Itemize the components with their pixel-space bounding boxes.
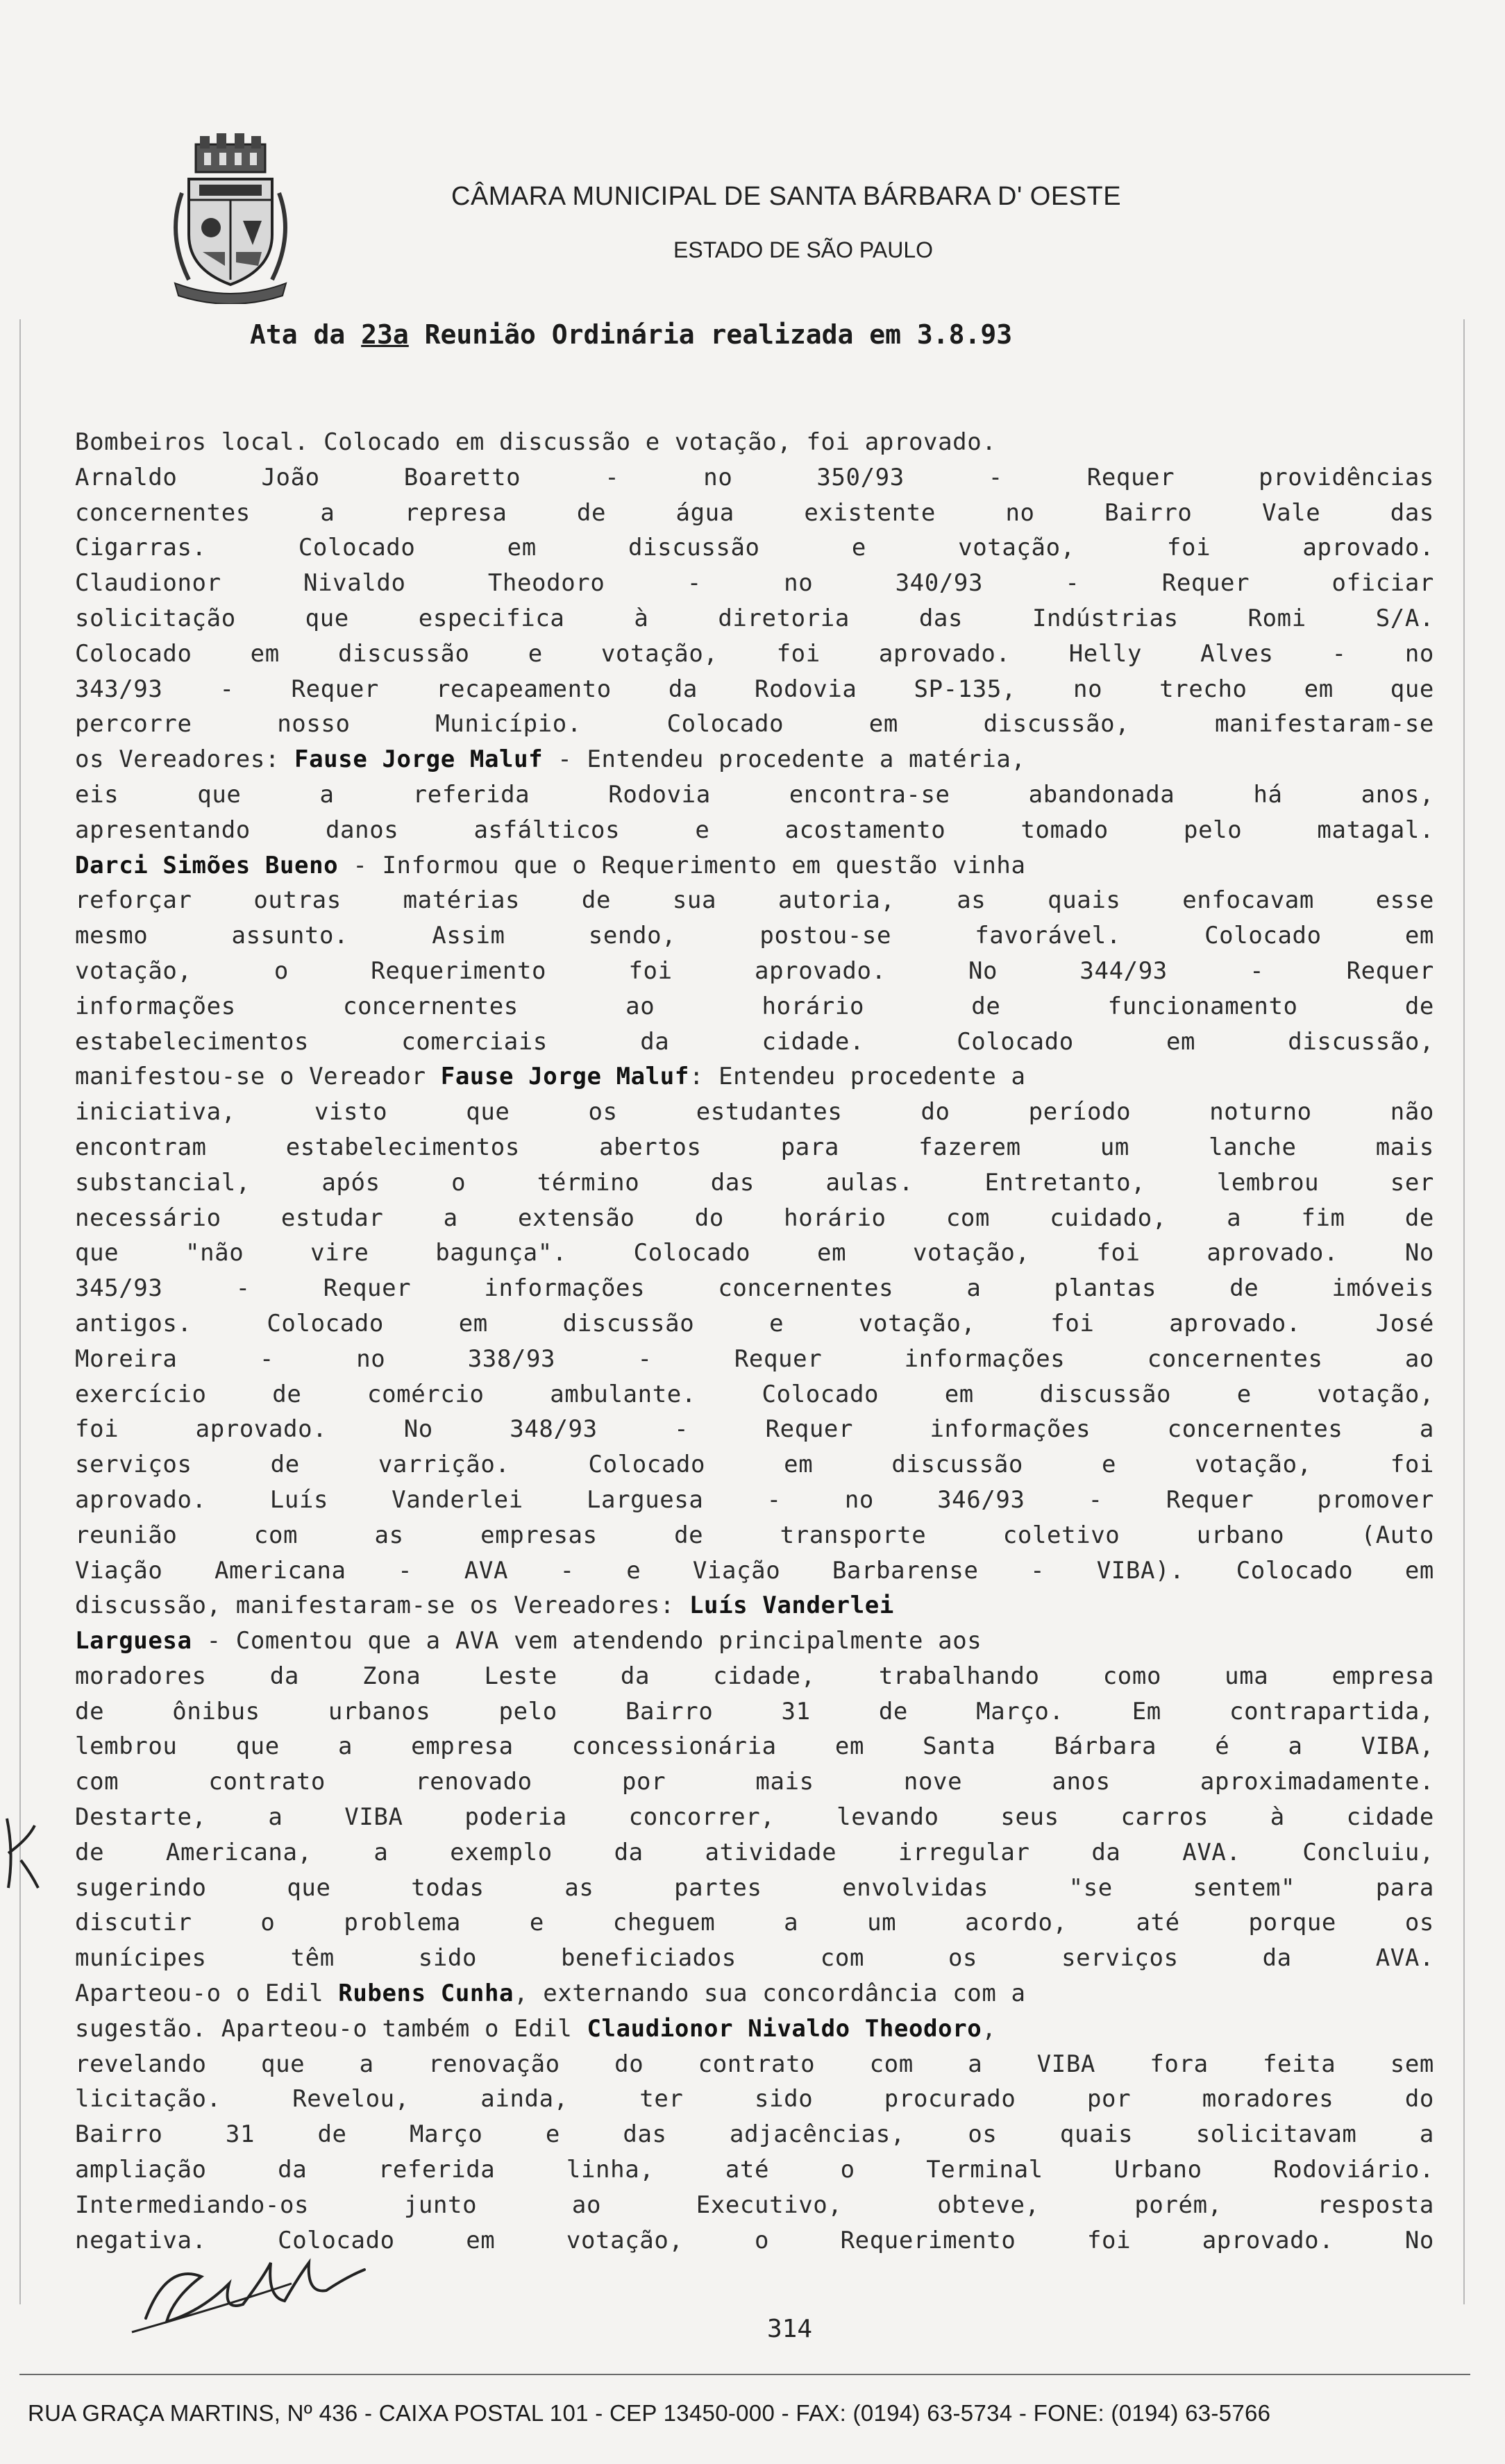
body-line: Moreira - no 338/93 - Requer informações concernentes ao (75, 1344, 1434, 1373)
body-text-run: , externando sua concordância com a (514, 1980, 1026, 2008)
body-line: Destarte, a VIBA poderia concorrer, levando seus carros à cidade (75, 1803, 1434, 1832)
body-line: reforçar outras matérias de sua autoria, as quais enfocavam esse (75, 886, 1434, 915)
page-number: 314 (767, 2315, 813, 2343)
body-line: de Americana, a exemplo da atividade irregular da AVA. Concluiu, (75, 1838, 1434, 1866)
body-line (75, 2011, 1434, 2047)
councilor-name: Fause Jorge Maluf (294, 745, 544, 774)
body-line: Bombeiros local. Colocado em discussão e votação, foi aprovado. (75, 428, 997, 456)
minutes-title (250, 319, 1012, 350)
body-line: aprovado. Luís Vanderlei Larguesa - no 346/93 - Requer promover (75, 1485, 1434, 1514)
body-line: negativa. Colocado em votação, o Requerimento foi aprovado. No (75, 2226, 1434, 2254)
signature-icon (125, 2235, 375, 2339)
body-line (75, 1623, 1434, 1659)
body-line: Bairro 31 de Março e das adjacências, os quais solicitavam a (75, 2120, 1434, 2149)
institution-name: CÂMARA MUNICIPAL DE SANTA BÁRBARA D' OESTE (451, 182, 1122, 211)
body-line: Viação Americana - AVA - e Viação Barbarense - VIBA). Colocado em (75, 1556, 1434, 1585)
body-line (75, 1976, 1434, 2011)
body-line: iniciativa, visto que os estudantes do período noturno não (75, 1098, 1434, 1126)
councilor-name: Darci Simões Bueno (75, 851, 339, 879)
body-line: informações concernentes ao horário de funcionamento de (75, 992, 1434, 1020)
body-line: mesmo assunto. Assim sendo, postou-se favorável. Colocado em (75, 922, 1434, 950)
body-line: percorre nosso Município. Colocado em discussão, manifestaram-se (75, 710, 1434, 739)
footer-rule (19, 2374, 1470, 2375)
body-line: foi aprovado. No 348/93 - Requer informações concernentes a (75, 1415, 1434, 1444)
body-line: eis que a referida Rodovia encontra-se abandonada há anos, (75, 780, 1434, 809)
body-text-run: : Entendeu procedente a (689, 1063, 1026, 1091)
body-line: sugerindo que todas as partes envolvidas "se sentem" para (75, 1873, 1434, 1902)
body-line: Claudionor Nivaldo Theodoro - no 340/93 - Requer oficiar (75, 569, 1434, 598)
body-line: Arnaldo João Boaretto - no 350/93 - Requer providências (75, 463, 1434, 491)
body-line: 343/93 - Requer recapeamento da Rodovia SP-135, no trecho em que (75, 675, 1434, 703)
body-line: estabelecimentos comerciais da cidade. Colocado em discussão, (75, 1027, 1434, 1056)
body-line: substancial, após o término das aulas. Entretanto, lembrou ser (75, 1168, 1434, 1197)
body-line: lembrou que a empresa concessionária em Santa Bárbara é a VIBA, (75, 1732, 1434, 1761)
body-text-run: sugestão. Aparteou-o também o Edil (75, 2014, 587, 2043)
title-ordinal: 23a (361, 319, 409, 350)
page-frame-right (1463, 319, 1465, 2304)
body-line: com contrato renovado por mais nove anos aproximadamente. (75, 1768, 1434, 1796)
body-line: exercício de comércio ambulante. Colocado em discussão e votação, (75, 1380, 1434, 1408)
body-text-run: - Informou que o Requerimento em questão vinha (338, 851, 1026, 879)
councilor-name: Rubens Cunha (338, 1980, 514, 2008)
title-suffix: Reunião Ordinária realizada em 3.8.93 (408, 319, 1013, 350)
body-line: encontram estabelecimentos abertos para fazerem um lanche mais (75, 1133, 1434, 1161)
page-frame-left (19, 319, 21, 2304)
body-text-run: Aparteou-o o Edil (75, 1980, 339, 2008)
body-line: solicitação que especifica à diretoria das Indústrias Romi S/A. (75, 604, 1434, 632)
body-line: antigos. Colocado em discussão e votação, foi aprovado. José (75, 1309, 1434, 1338)
minutes-body (75, 425, 1434, 2258)
body-line: licitação. Revelou, ainda, ter sido procurado por moradores do (75, 2085, 1434, 2113)
body-line: 345/93 - Requer informações concernentes a plantas de imóveis (75, 1274, 1434, 1303)
title-prefix: Ata da (250, 319, 362, 350)
body-line: apresentando danos asfálticos e acostamento tomado pelo matagal. (75, 816, 1434, 844)
body-line: moradores da Zona Leste da cidade, trabalhando como uma empresa (75, 1662, 1434, 1690)
footer-address: RUA GRAÇA MARTINS, Nº 436 - CAIXA POSTAL 101 - CEP 13450-000 - FAX: (0194) 63-5734 - FONE: (0194) 63-5766 (28, 2400, 1271, 2426)
body-text-run: manifestou-se o Vereador (75, 1063, 441, 1091)
body-line (75, 1588, 1434, 1623)
body-line: votação, o Requerimento foi aprovado. No 344/93 - Requer (75, 956, 1434, 985)
coat-of-arms-icon (161, 130, 300, 304)
body-text-run: - Comentou que a AVA vem atendendo principalmente aos (192, 1627, 982, 1655)
body-line: serviços de varrição. Colocado em discussão e votação, foi (75, 1451, 1434, 1479)
body-line: de ônibus urbanos pelo Bairro 31 de Março. Em contrapartida, (75, 1697, 1434, 1725)
body-text-run: , (982, 2014, 997, 2043)
body-line (75, 1059, 1434, 1095)
councilor-name: Larguesa (75, 1627, 192, 1655)
councilor-name: Fause Jorge Maluf (440, 1063, 689, 1091)
body-line: Colocado em discussão e votação, foi aprovado. Helly Alves - no (75, 639, 1434, 668)
body-line: necessário estudar a extensão do horário com cuidado, a fim de (75, 1204, 1434, 1232)
body-text-run: discussão, manifestaram-se os Vereadores: (75, 1592, 689, 1620)
body-text-run: - Entendeu procedente a matéria, (543, 745, 1026, 774)
body-line: reunião com as empresas de transporte coletivo urbano (Auto (75, 1521, 1434, 1549)
body-line: discutir o problema e cheguem a um acordo, até porque os (75, 1909, 1434, 1937)
body-line: munícipes têm sido beneficiados com os serviços da AVA. (75, 1944, 1434, 1973)
councilor-name: Luís Vanderlei (689, 1592, 894, 1620)
body-line (75, 848, 1434, 884)
body-line: Intermediando-os junto ao Executivo, obteve, porém, resposta (75, 2191, 1434, 2219)
margin-initials-icon (0, 1812, 42, 1895)
body-line (75, 742, 1434, 777)
body-text-run: os Vereadores: (75, 745, 295, 774)
body-line: ampliação da referida linha, até o Terminal Urbano Rodoviário. (75, 2156, 1434, 2184)
body-line: concernentes a represa de água existente no Bairro Vale das (75, 498, 1434, 527)
body-line: Cigarras. Colocado em discussão e votação, foi aprovado. (75, 534, 1434, 562)
councilor-name: Claudionor Nivaldo Theodoro (587, 2014, 982, 2043)
body-line: que "não vire bagunça". Colocado em votação, foi aprovado. No (75, 1239, 1434, 1267)
state-name: ESTADO DE SÃO PAULO (673, 237, 934, 262)
body-line: revelando que a renovação do contrato com a VIBA fora feita sem (75, 2050, 1434, 2078)
